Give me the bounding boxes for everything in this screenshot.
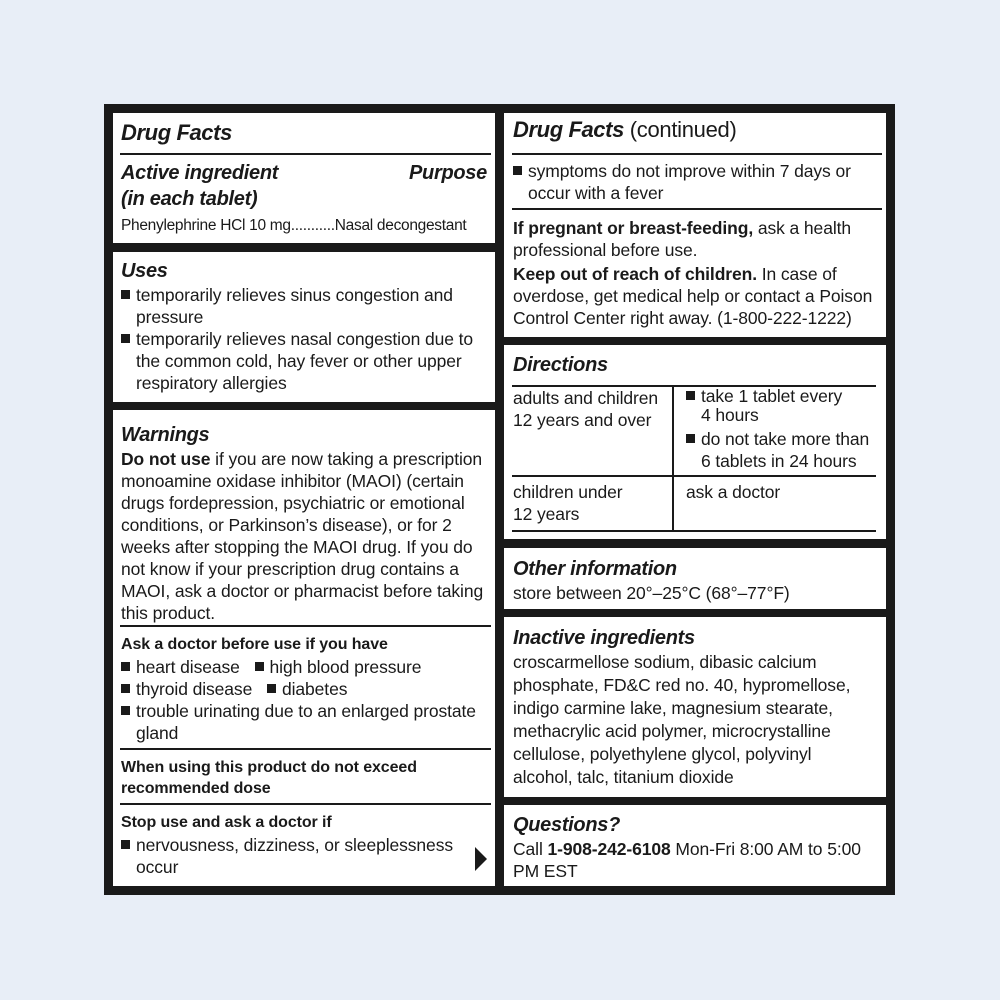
- directions-row-2-label: children under 12 years: [513, 482, 623, 524]
- directions-heading: Directions: [513, 354, 608, 376]
- other-information-panel: [504, 548, 886, 609]
- active-ingredient-panel: [113, 113, 495, 243]
- divider: [120, 803, 491, 805]
- storage-text: store between 20°–25°C (68°–77°F): [513, 583, 790, 603]
- active-ingredient-heading: Active ingredient: [121, 162, 279, 184]
- bullet-icon: [121, 662, 130, 671]
- divider: [512, 208, 882, 210]
- ask-doctor-row-2: thyroid disease diabetes: [121, 678, 347, 700]
- bullet-icon: [686, 434, 695, 443]
- questions-panel: [504, 805, 886, 886]
- directions-panel: [504, 345, 886, 539]
- bullet-icon: [121, 840, 130, 849]
- continued-panel: [504, 113, 886, 337]
- inactive-ingredients-panel: [504, 617, 886, 797]
- ask-doctor-heading: Ask a doctor before use if you have: [121, 636, 388, 653]
- directions-row-2-value: ask a doctor: [686, 482, 781, 502]
- questions-text: Call 1-908-242-6108 Mon-Fri 8:00 AM to 5:00 PM EST: [513, 839, 861, 881]
- active-ingredient-subheading: (in each tablet): [121, 188, 258, 210]
- warnings-panel: [113, 410, 495, 886]
- directions-row-1-item-1: take 1 tablet every 4 hours: [686, 387, 842, 425]
- inactive-ingredients-text: croscarmellose sodium, dibasic calcium phosphate, FD&C red no. 40, hypromellose, indigo carmine lake, magnesium stearate, methacrylic acid polymer, microcrystalline cellulose, polyethylene glycol, polyvinyl alcohol, talc, titanium dioxide: [513, 652, 851, 787]
- questions-heading: Questions?: [513, 814, 621, 836]
- keep-out-paragraph: Keep out of reach of children. In case of overdose, get medical help or contact a Poison Control Center right away. (1-800-222-1222): [513, 264, 873, 328]
- bullet-icon: [513, 166, 522, 175]
- when-using-text: When using this product do not exceed recommended dose: [121, 759, 417, 797]
- phone-number: 1-908-242-6108: [547, 839, 671, 859]
- purpose-heading: Purpose: [409, 162, 487, 184]
- other-information-heading: Other information: [513, 558, 677, 580]
- directions-table-divider: [672, 385, 674, 530]
- bullet-icon: [121, 290, 130, 299]
- stop-use-item: nervousness, dizziness, or sleeplessness occur: [121, 834, 453, 878]
- continued-arrow-icon: [475, 847, 487, 871]
- uses-item-2: temporarily relieves nasal congestion due to the common cold, hay fever or other upper respiratory allergies: [121, 328, 473, 394]
- directions-row-1-label: adults and children 12 years and over: [513, 388, 659, 430]
- bullet-icon: [255, 662, 264, 671]
- warnings-heading: Warnings: [121, 424, 210, 446]
- divider: [120, 625, 491, 627]
- inactive-ingredients-heading: Inactive ingredients: [513, 627, 695, 649]
- ask-doctor-item-3: trouble urinating due to an enlarged prostate gland: [121, 700, 476, 744]
- directions-row-rule: [512, 475, 876, 477]
- do-not-use-paragraph: Do not use if you are now taking a prescription monoamine oxidase inhibitor (MAOI) (certain drugs fordepression, psychiatric or emotional conditions, or Parkinson’s disease), or for 2 weeks after stopping the MAOI drug. If you do not know if your prescription drug contains a MAOI, ask a doctor or pharmacist before taking this product.: [121, 449, 484, 623]
- divider: [120, 153, 491, 155]
- ask-doctor-row-1: heart disease high blood pressure: [121, 656, 421, 678]
- pregnant-paragraph: If pregnant or breast-feeding, ask a health professional before use.: [513, 218, 852, 260]
- bullet-icon: [267, 684, 276, 693]
- bullet-icon: [121, 334, 130, 343]
- drug-facts-label: [104, 104, 895, 895]
- symptoms-item: symptoms do not improve within 7 days or occur with a fever: [513, 160, 851, 204]
- divider: [512, 153, 882, 155]
- bullet-icon: [686, 391, 695, 400]
- directions-table-bottom-rule: [512, 530, 876, 532]
- uses-item-1: temporarily relieves sinus congestion and pressure: [121, 284, 453, 328]
- divider: [120, 748, 491, 750]
- uses-panel: [113, 252, 495, 402]
- bullet-icon: [121, 684, 130, 693]
- active-ingredient-line: Phenylephrine HCl 10 mg...........Nasal decongestant: [121, 217, 467, 234]
- drug-facts-title: Drug Facts: [121, 120, 232, 145]
- uses-heading: Uses: [121, 260, 168, 282]
- continued-title: Drug Facts (continued): [513, 117, 737, 142]
- directions-row-1-item-2: do not take more than 6 tablets in 24 hours: [686, 428, 869, 472]
- bullet-icon: [121, 706, 130, 715]
- stop-use-heading: Stop use and ask a doctor if: [121, 814, 332, 831]
